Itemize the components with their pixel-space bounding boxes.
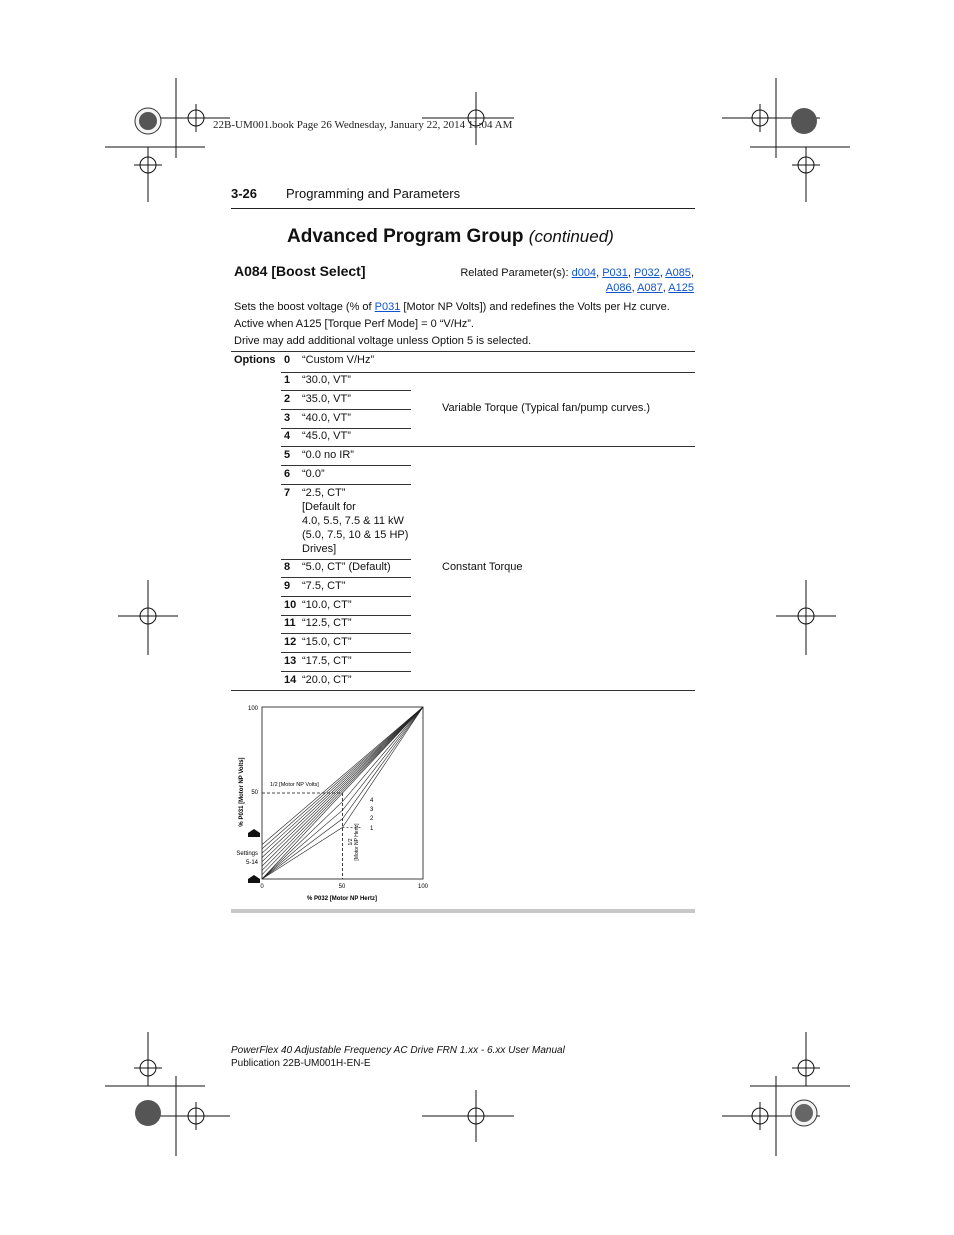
- option-text: “0.0 no IR”: [302, 449, 354, 461]
- description-line-1: Sets the boost voltage (% of P031 [Motor NP Volts]) and redefines the Volts per Hz curve.: [234, 301, 670, 313]
- title-main: Advanced Program Group: [287, 226, 524, 247]
- option-number: 13: [284, 655, 297, 667]
- option-number: 9: [284, 580, 291, 592]
- related-link-p031[interactable]: P031: [602, 267, 628, 279]
- option-number: 5: [284, 449, 291, 461]
- page-number: 3-26: [231, 186, 258, 201]
- section-heading: Programming and Parameters: [286, 186, 461, 201]
- table-top-rule: [231, 351, 695, 352]
- description-line-3: Drive may add additional voltage unless Option 5 is selected.: [234, 335, 532, 347]
- option-text: “Custom V/Hz”: [302, 354, 375, 366]
- table-rule: [281, 409, 411, 410]
- option-number: 3: [284, 412, 291, 424]
- option-number: 8: [284, 561, 291, 573]
- header-rule: [231, 208, 695, 209]
- option-text: “45.0, VT”: [302, 430, 351, 442]
- zero-arrow-icon: [248, 875, 260, 883]
- table-rule: [281, 633, 411, 634]
- parameter-name: A084 [Boost Select]: [234, 263, 366, 279]
- half-volts-label: 1/2 [Motor NP Volts]: [270, 782, 319, 788]
- desc-link-p031[interactable]: P031: [374, 301, 401, 313]
- option-text: “2.5, CT” [Default for 4.0, 5.5, 7.5 & 11 kW (5.0, 7.5, 10 & 15 HP) Drives]: [302, 487, 409, 555]
- option-number: 12: [284, 636, 297, 648]
- option-number: 11: [284, 617, 296, 629]
- x-tick-label: 50: [338, 884, 346, 890]
- option-text: “20.0, CT”: [302, 674, 352, 686]
- related-link-a086[interactable]: A086: [605, 282, 632, 294]
- book-info: 22B-UM001.book Page 26 Wednesday, January 22, 2014 11:04 AM: [213, 119, 513, 131]
- vt-curve-label: 3: [370, 807, 374, 813]
- table-rule: [281, 484, 411, 485]
- related-link-a125[interactable]: A125: [668, 282, 694, 294]
- related-label: Related Parameter(s):: [460, 267, 572, 279]
- options-label: Options: [234, 354, 276, 366]
- half-hertz-label: 1/2[Motor NP Hertz]: [348, 823, 360, 861]
- table-rule: [281, 671, 411, 672]
- option-text: “30.0, VT”: [302, 374, 351, 386]
- footer-manual-title: PowerFlex 40 Adjustable Frequency AC Drive FRN 1.xx - 6.xx User Manual: [231, 1045, 565, 1056]
- x-tick-label: 0: [260, 884, 264, 890]
- option-number: 1: [284, 374, 291, 386]
- related-link-a087[interactable]: A087: [637, 282, 663, 294]
- vt-curve-label: 2: [370, 816, 374, 822]
- variable-torque-description: Variable Torque (Typical fan/pump curves.): [442, 402, 651, 414]
- option-number: 2: [284, 393, 291, 405]
- option-text: “5.0, CT” (Default): [302, 561, 391, 573]
- page-title: [287, 226, 614, 248]
- settings-label: Settings 5-14: [236, 851, 258, 866]
- footer-publication: Publication 22B-UM001H-EN-E: [231, 1058, 371, 1069]
- table-rule: [281, 596, 411, 597]
- table-rule: [281, 577, 411, 578]
- option-text: “12.5, CT”: [302, 617, 352, 629]
- vt-curve-label: 4: [370, 798, 374, 804]
- y-tick-label: 50: [251, 790, 258, 796]
- related-parameters: Related Parameter(s): d004, P031, P032, A085, A086, A087, A125: [460, 267, 694, 294]
- option-text: “17.5, CT”: [302, 655, 352, 667]
- y-axis-label: % P031 [Motor NP Volts]: [239, 757, 245, 827]
- option-text: “15.0, CT”: [302, 636, 352, 648]
- option-number: 0: [284, 354, 291, 366]
- table-rule: [281, 446, 695, 447]
- ct-boost-line: [262, 707, 423, 853]
- option-number: 6: [284, 468, 291, 480]
- table-rule: [281, 390, 411, 391]
- option-text: “40.0, VT”: [302, 412, 351, 424]
- section-end-bar: [231, 909, 695, 913]
- related-link-d004[interactable]: d004: [571, 267, 597, 279]
- table-rule: [281, 652, 411, 653]
- title-suffix: (continued): [528, 227, 614, 246]
- table-rule: [281, 465, 411, 466]
- option-number: 4: [284, 430, 291, 442]
- settings-arrow-icon: [248, 829, 260, 837]
- option-number: 7: [284, 487, 291, 499]
- related-link-p032[interactable]: P032: [634, 267, 660, 279]
- option-text: “0.0”: [302, 468, 325, 480]
- x-axis-label: % P032 [Motor NP Hertz]: [307, 896, 377, 902]
- boost-chart: [230, 700, 450, 910]
- option-text: “35.0, VT”: [302, 393, 351, 405]
- description-line-2: Active when A125 [Torque Perf Mode] = 0 “V/Hz”.: [234, 318, 474, 330]
- constant-torque-description: Constant Torque: [442, 561, 523, 573]
- table-bottom-rule: [231, 690, 695, 691]
- related-link-a085[interactable]: A085: [665, 267, 691, 279]
- option-number: 14: [284, 674, 297, 686]
- x-tick-label: 100: [417, 884, 429, 890]
- option-text: “7.5, CT”: [302, 580, 346, 592]
- vt-curve-label: 1: [370, 826, 374, 832]
- option-number: 10: [284, 599, 297, 611]
- option-text: “10.0, CT”: [302, 599, 352, 611]
- y-tick-label: 100: [247, 706, 258, 712]
